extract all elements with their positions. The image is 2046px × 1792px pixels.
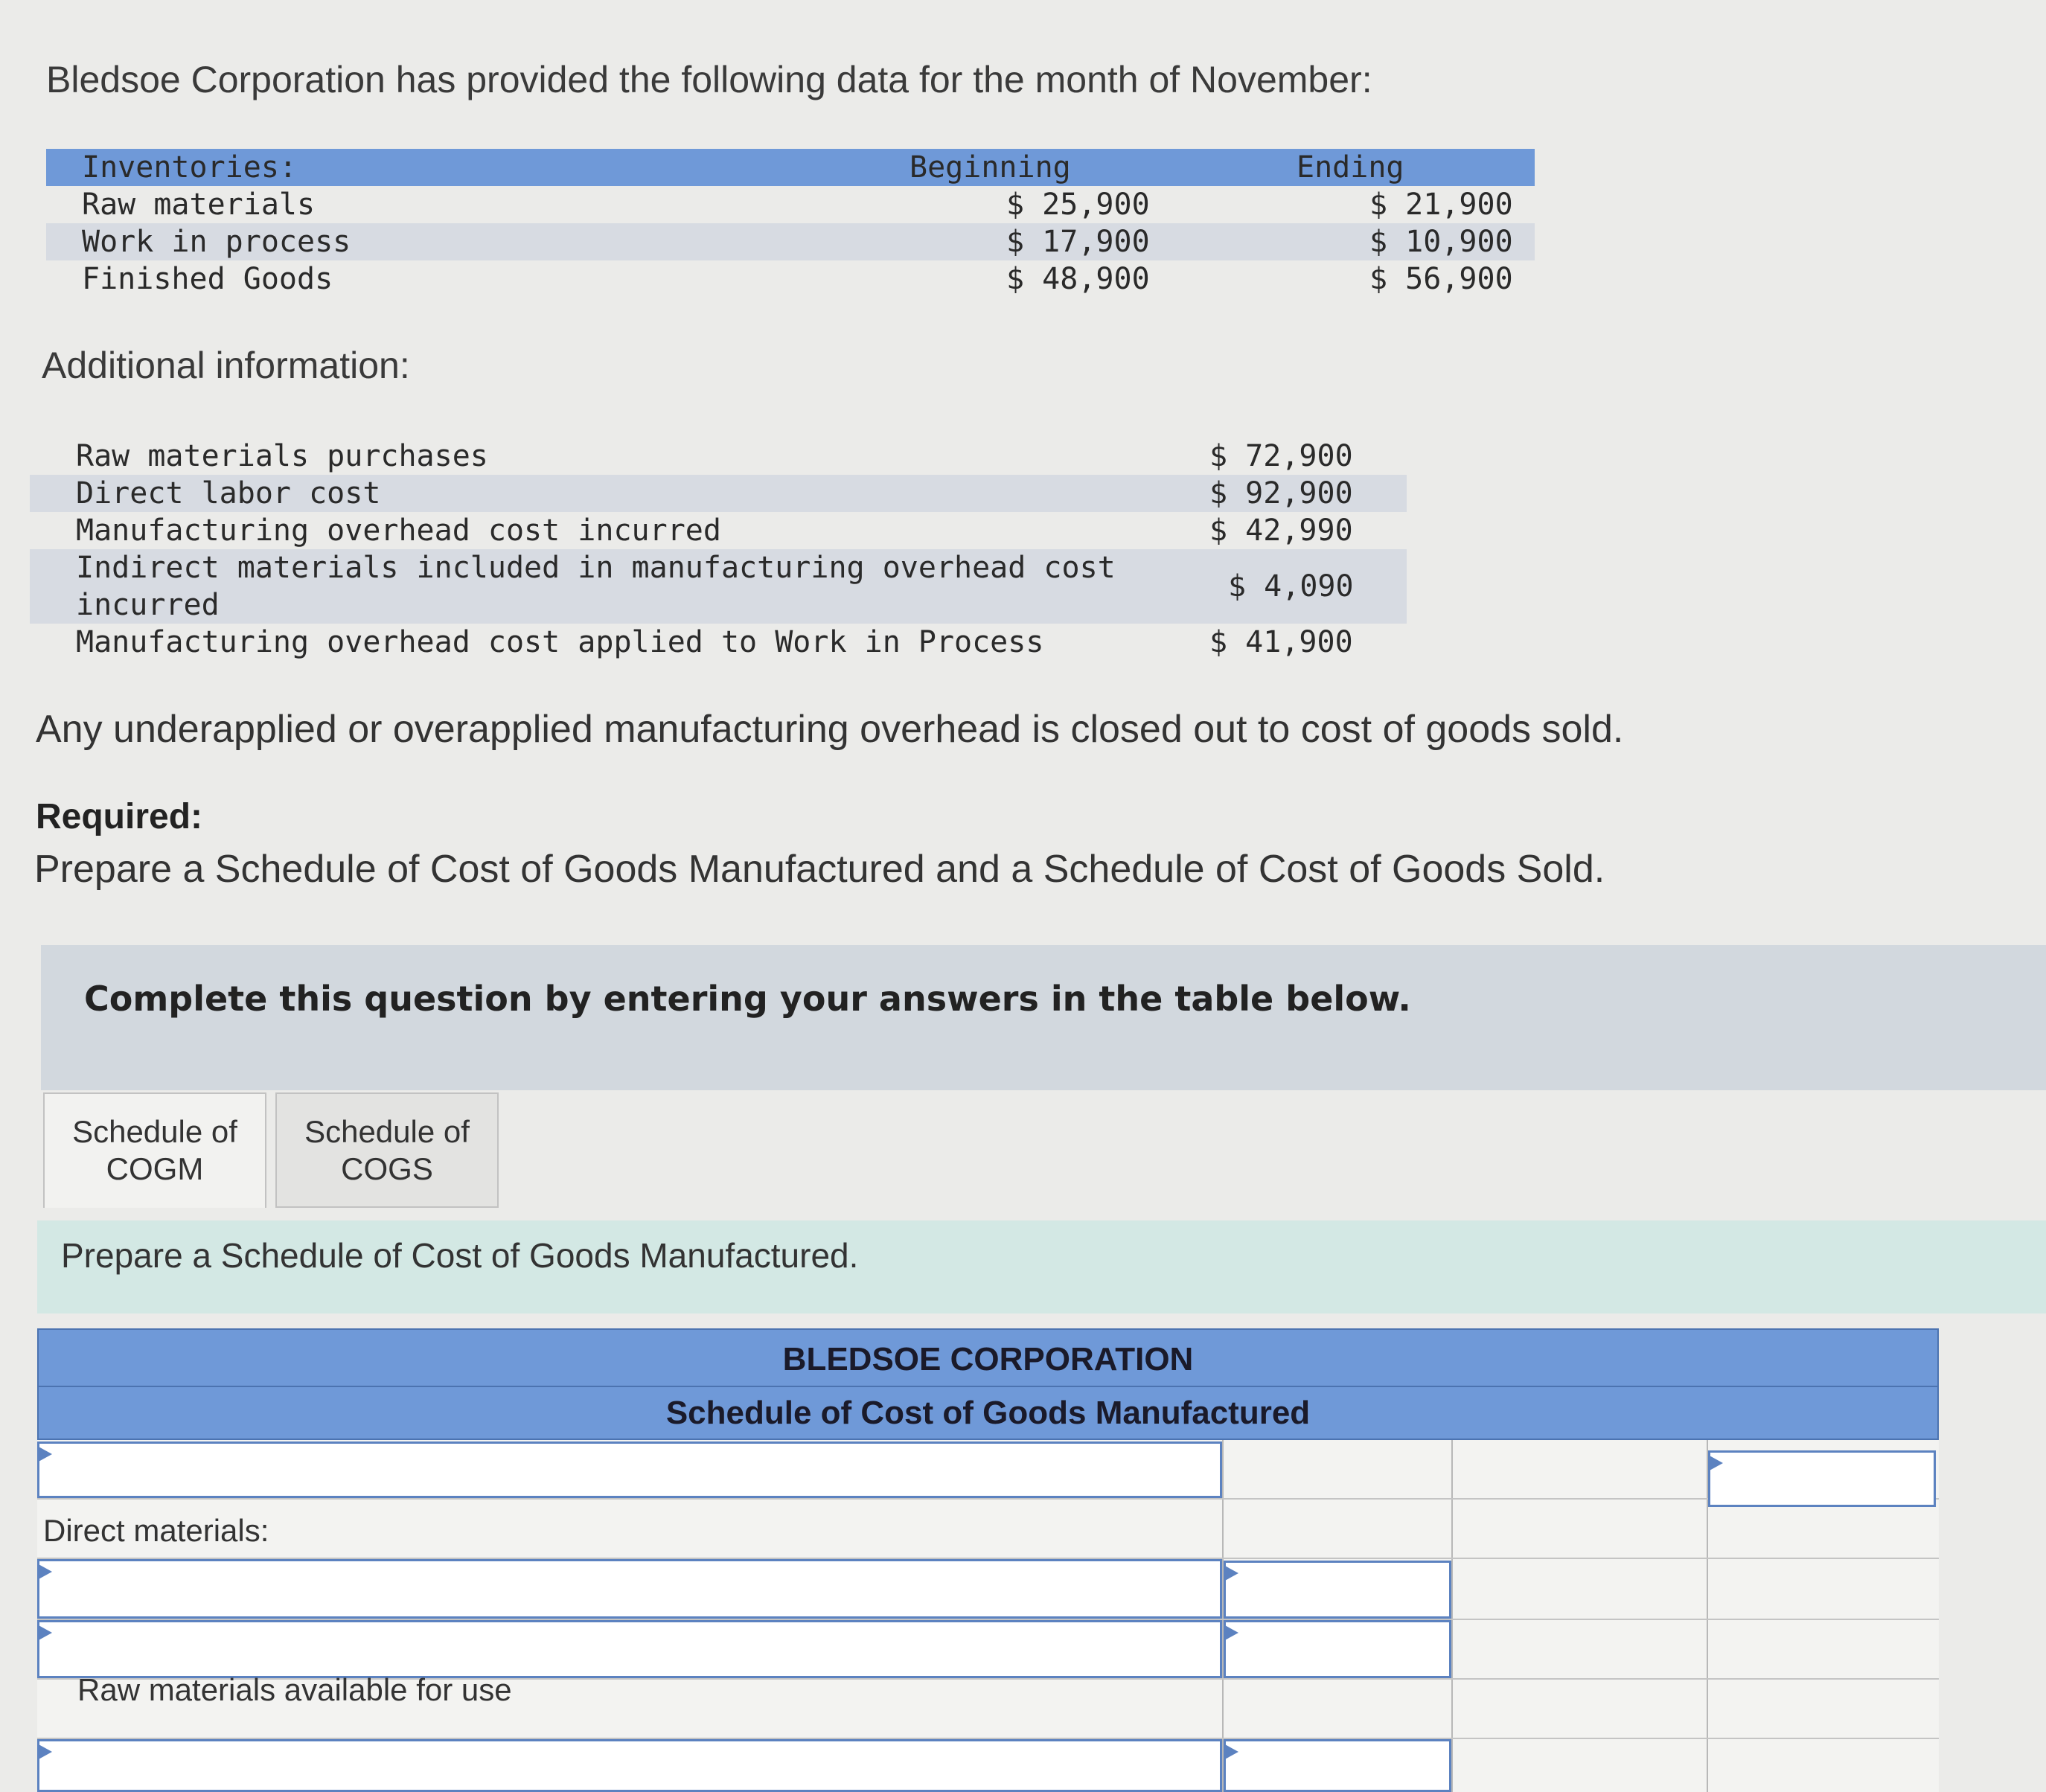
additional-label-continued: incurred bbox=[76, 588, 220, 622]
ending-header: Ending bbox=[1297, 150, 1404, 185]
dropdown-marker-icon bbox=[37, 1625, 52, 1641]
dropdown-marker-icon bbox=[1708, 1455, 1723, 1471]
dropdown-marker-icon bbox=[37, 1446, 52, 1462]
company-name: BLEDSOE CORPORATION bbox=[39, 1330, 1937, 1387]
row-divider bbox=[37, 1498, 1939, 1500]
inventory-row bbox=[46, 260, 1535, 298]
tab-label: Schedule of bbox=[304, 1114, 470, 1149]
additional-label: Raw materials purchases bbox=[76, 439, 488, 473]
intro-text: Bledsoe Corporation has provided the following data for the month of November: bbox=[46, 59, 1372, 100]
inventory-label: Work in process bbox=[82, 225, 351, 259]
tab-schedule-cogm[interactable] bbox=[43, 1092, 266, 1208]
raw-materials-available-label: Raw materials available for use bbox=[77, 1672, 512, 1707]
inventory-label: Finished Goods bbox=[82, 262, 333, 296]
additional-label: Manufacturing overhead cost applied to Work in Process bbox=[76, 625, 1044, 659]
tab-label: COGM bbox=[106, 1151, 204, 1186]
additional-row bbox=[30, 475, 1407, 512]
tab-label: COGS bbox=[341, 1151, 433, 1186]
amount-input[interactable] bbox=[1224, 1620, 1451, 1678]
inventory-beginning: $ 48,900 bbox=[1006, 262, 1150, 296]
dropdown-marker-icon bbox=[1224, 1625, 1238, 1641]
inventory-beginning: $ 25,900 bbox=[1006, 188, 1150, 222]
dropdown-marker-icon bbox=[1224, 1565, 1238, 1581]
inventory-beginning: $ 17,900 bbox=[1006, 225, 1150, 259]
sub-instruction-text: Prepare a Schedule of Cost of Goods Manufactured. bbox=[61, 1236, 859, 1275]
dropdown-marker-icon bbox=[37, 1564, 52, 1580]
additional-value: $ 92,900 bbox=[1209, 476, 1353, 511]
schedule-title: Schedule of Cost of Goods Manufactured bbox=[665, 1395, 1311, 1431]
additional-table bbox=[0, 438, 1489, 668]
inventory-label: Raw materials bbox=[82, 188, 316, 222]
tab-label: Schedule of bbox=[72, 1114, 237, 1149]
inventory-ending: $ 56,900 bbox=[1369, 262, 1513, 296]
additional-heading: Additional information: bbox=[42, 345, 410, 386]
additional-value: $ 4,090 bbox=[1228, 569, 1354, 604]
additional-value: $ 42,990 bbox=[1209, 513, 1353, 548]
row-label-input[interactable] bbox=[37, 1441, 1222, 1498]
row-label-input[interactable] bbox=[37, 1739, 1222, 1792]
additional-row bbox=[30, 438, 1407, 475]
amount-input[interactable] bbox=[1224, 1739, 1451, 1792]
schedule-header bbox=[37, 1328, 1939, 1440]
dropdown-marker-icon bbox=[1224, 1744, 1238, 1760]
beginning-header: Beginning bbox=[909, 150, 1071, 185]
inventory-ending: $ 10,900 bbox=[1369, 225, 1513, 259]
amount-input[interactable] bbox=[1708, 1450, 1936, 1507]
dropdown-marker-icon bbox=[37, 1744, 52, 1760]
additional-label: Manufacturing overhead cost incurred bbox=[76, 513, 721, 548]
tab-schedule-cogs[interactable] bbox=[275, 1092, 499, 1208]
required-text: Prepare a Schedule of Cost of Goods Manufactured and a Schedule of Cost of Goods Sold. bbox=[34, 848, 1605, 891]
additional-label: Direct labor cost bbox=[76, 476, 381, 511]
overhead-note: Any underapplied or overapplied manufacturing overhead is closed out to cost of goods sold. bbox=[36, 708, 1624, 751]
sub-instruction-band bbox=[37, 1220, 2046, 1313]
additional-label: Indirect materials included in manufacturing overhead cost bbox=[76, 551, 1116, 585]
additional-row bbox=[30, 624, 1407, 661]
row-label-input[interactable] bbox=[37, 1559, 1222, 1619]
additional-value: $ 41,900 bbox=[1209, 625, 1353, 659]
direct-materials-label: Direct materials: bbox=[43, 1513, 269, 1548]
required-title: Required: bbox=[36, 797, 203, 836]
inventories-header-row bbox=[46, 149, 1535, 186]
row-label-input[interactable] bbox=[37, 1620, 1222, 1678]
inventories-header-label: Inventories: bbox=[82, 150, 297, 185]
additional-row bbox=[30, 512, 1407, 549]
inventory-row bbox=[46, 223, 1535, 260]
inventory-row bbox=[46, 186, 1535, 223]
column-divider bbox=[1451, 1440, 1453, 1792]
schedule-grid bbox=[37, 1440, 1939, 1792]
inventories-table bbox=[46, 149, 1535, 305]
amount-input[interactable] bbox=[1224, 1561, 1451, 1619]
additional-row bbox=[30, 549, 1407, 624]
instruction-band bbox=[41, 945, 2046, 1090]
additional-value: $ 72,900 bbox=[1209, 439, 1353, 473]
inventory-ending: $ 21,900 bbox=[1369, 188, 1513, 222]
instruction-text: Complete this question by entering your answers in the table below. bbox=[84, 979, 1411, 1019]
